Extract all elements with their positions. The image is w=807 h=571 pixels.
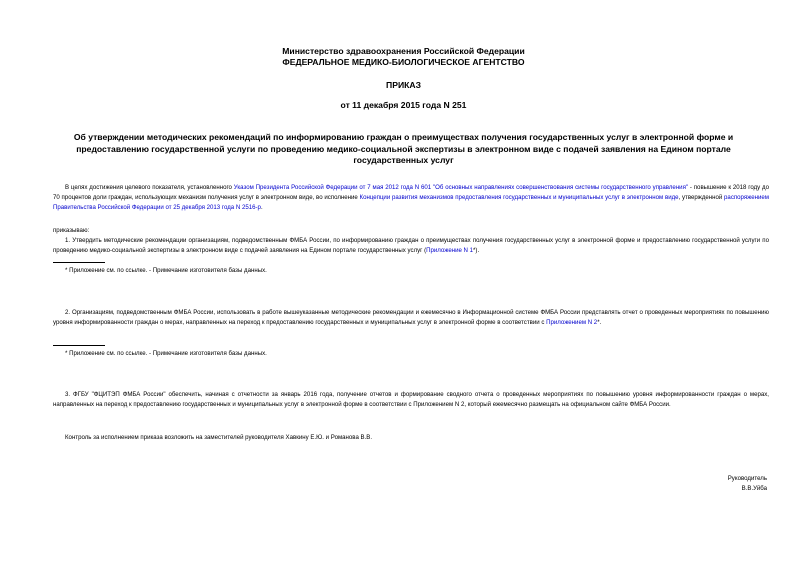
ministry-name: Министерство здравоохранения Российской Федерации: [282, 46, 525, 56]
order-word: приказываю:: [53, 227, 90, 234]
footnote-2: * Приложение см. по ссылке. - Примечание изготовителя базы данных.: [65, 350, 267, 357]
link-appendix-2[interactable]: Приложением N 2: [546, 319, 598, 326]
intro-text-4: .: [260, 204, 263, 211]
footnote-divider-1: [53, 262, 105, 263]
document-date: от 11 декабря 2015 года N 251: [340, 100, 467, 110]
link-concept[interactable]: Концепции развития механизмов предоставления государственных и муниципальных услуг в электронном виде: [359, 194, 679, 201]
footnote-1: * Приложение см. по ссылке. - Примечание изготовителя базы данных.: [65, 267, 267, 274]
agency-name: ФЕДЕРАЛЬНОЕ МЕДИКО-БИОЛОГИЧЕСКОЕ АГЕНТСТВО: [282, 57, 525, 67]
signature-name: В.В.Уйба: [741, 485, 767, 492]
item-3: 3. ФГБУ "ФЦИТЭП ФМБА России" обеспечить, начиная с отчетности за январь 2016 года, получение отчетов и формирование сводного отчета о проведенных мероприятиях по повышению уровня информированности граждан о мерах, направленных на переход к предоставлению государственных и муниципальных услуг в электронной форме в соответствии с Приложением N 2, который ежемесячно размещать на официальном сайте ФМБА России.: [53, 391, 769, 408]
link-presidential-decree[interactable]: Указом Президента Российской Федерации от 7 мая 2012 года N 601 "Об основных направлениях совершенствования системы государственного управления": [233, 184, 689, 191]
intro-text-3: , утвержденной: [678, 194, 725, 201]
link-government-order[interactable]: распоряжением Правительства Российской Федерации от 25 декабря 2013 года N 2516-р: [53, 194, 769, 211]
document-title: Об утверждении методических рекомендаций по информированию граждан о преимуществах получения государственных услуг в электронной форме и предоставлению государственной услуги по проведению медико-социальной экспертизы в электронном виде с подачей заявления на Едином портале государственных услуг: [73, 132, 734, 165]
document-type: ПРИКАЗ: [386, 80, 421, 90]
intro-text-1: В целях достижения целевого показателя, установленного: [65, 184, 234, 191]
intro-text-2: - повышение к 2018 году до 70 процентов доли граждан, использующих механизм получения услуг в электронном виде, во исполнение: [53, 184, 769, 201]
link-appendix-1[interactable]: Приложение N 1: [426, 247, 474, 254]
control-clause: Контроль за исполнением приказа возложить на заместителей руководителя Хавкину Е.Ю. и Романова В.В.: [65, 434, 373, 441]
item-2-text: 2. Организациям, подведомственным ФМБА России, использовать в работе вышеуказанные методические рекомендации и ежемесячно в Информационной системе ФМБА России представлять отчет о проведенных мероприятиях по повышению уровня информированности граждан о мерах, направленных на переход к предоставлению государственных и муниципальных услуг в электронной форме в соответствии с: [53, 309, 769, 326]
intro-paragraph: [53, 183, 769, 213]
item-1-text: 1. Утвердить методические рекомендации организациям, подведомственным ФМБА России, по информированию граждан о преимуществах получения государственных услуг в электронной форме и предоставлению государственной услуги по проведению медико-социальной экспертизы в электронном виде с подачей заявления на Едином портале государственных услуг (: [53, 237, 769, 254]
signature-role: Руководитель: [727, 475, 767, 482]
footnote-divider-2: [53, 345, 105, 346]
item-2: [53, 308, 769, 328]
item-1: [53, 236, 769, 256]
item-1-tail: *).: [473, 247, 480, 254]
item-2-tail: *.: [597, 319, 602, 326]
